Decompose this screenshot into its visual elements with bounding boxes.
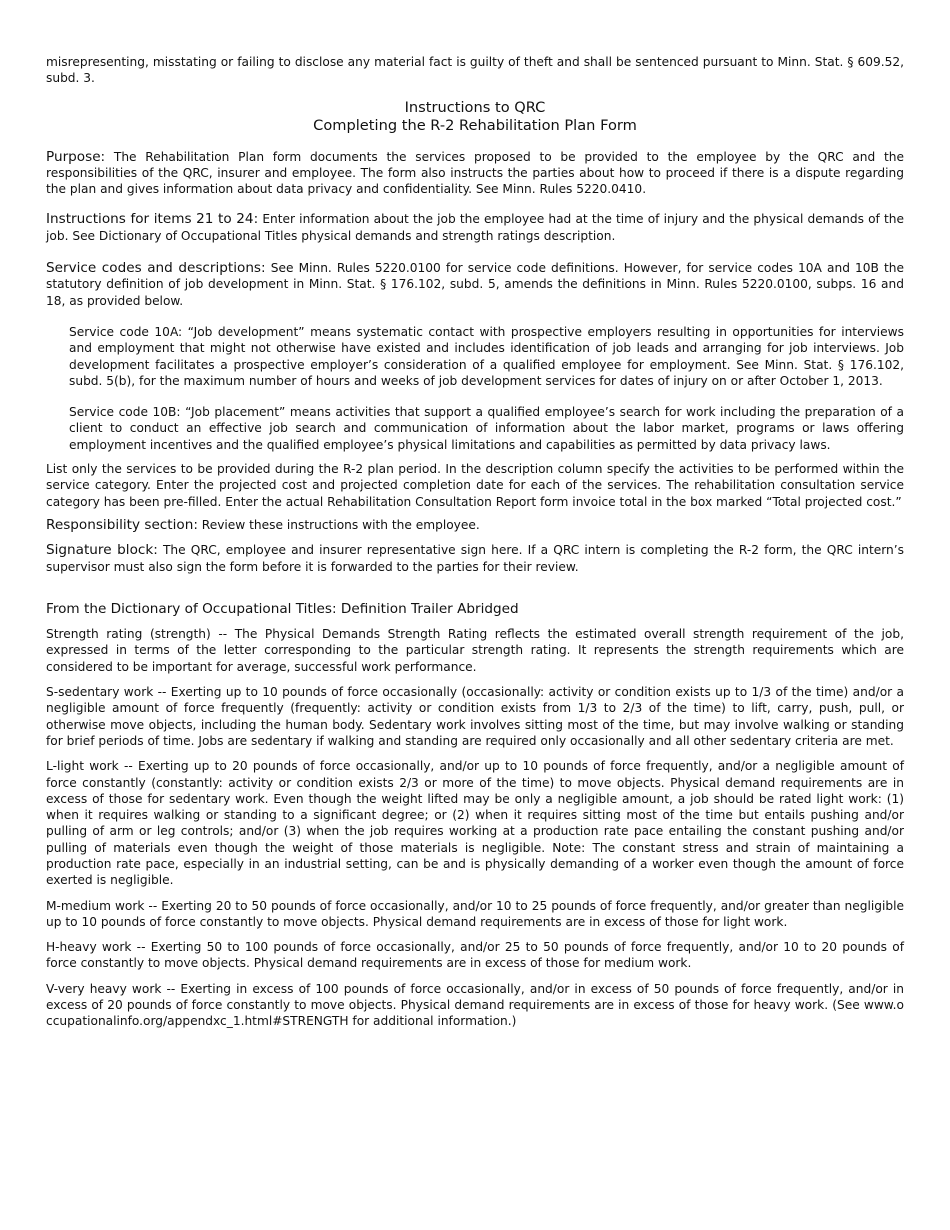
service-codes-text: See Minn. Rules 5220.0100 for service code definitions. However, for service codes 10A and 10B the statutory definition of job development in Minn. Stat. § 176.102, subd. 5, amends the definitions in Minn. Rules 5220.0100, subps. 16 and 18, as provided below. <box>46 261 905 308</box>
items-21-24-heading: Instructions for items 21 to 24: <box>46 211 259 228</box>
title-line-1: Instructions to QRC <box>404 98 546 116</box>
intro-tail-paragraph: misrepresenting, misstating or failing to disclose any material fact is guilty of theft and shall be sentenced pursuant to Minn. Stat. § 609.52, subd. 3. <box>46 55 904 86</box>
service-code-10a-paragraph <box>69 324 904 389</box>
heavy-paragraph: H-heavy work -- Exerting 50 to 100 pounds of force occasionally, and/or 25 to 50 pounds of force frequently, and/or 10 to 20 pounds of force constantly to move objects. Physical demand requirements are in excess of those for medium work. <box>46 940 904 971</box>
responsibility-paragraph <box>46 517 904 533</box>
purpose-text: The Rehabilitation Plan form documents the services proposed to be provided to the employee by the QRC and the responsibilities of the QRC, insurer and employee. The form also instructs the parties about how to proceed if there is a dispute regarding the plan and gives information about data privacy and confidentiality. See Minn. Rules 5220.0410. <box>46 149 905 197</box>
service-code-10b-text: “Job placement” means activities that support a qualified employee’s search for work including the preparation of a client to conduct an effective job search and communication of information about the labor market, programs or laws offering employment incentives and the qualified employee’s physical limitations and capabilities as permitted by data privacy laws. <box>69 405 904 452</box>
signature-text: The QRC, employee and insurer representative sign here. If a QRC intern is completing the R-2 form, the QRC intern’s supervisor must also sign the form before it is forwarded to the parties for their review. <box>46 543 904 574</box>
items-21-24-text: Enter information about the job the employee had at the time of injury and the physical demands of the job. See Dictionary of Occupational Titles physical demands and strength ratings description. <box>46 212 904 243</box>
dot-heading: From the Dictionary of Occupational Titles: Definition Trailer Abridged <box>46 600 519 617</box>
light-paragraph: L-light work -- Exerting up to 20 pounds of force occasionally, and/or up to 10 pounds of force frequently, and/or a negligible amount of force constantly (constantly: activity or condition exists 2/3 or more of the time) to move objects. Physical demand requirements are in excess of those for sedentary work. Even though the weight lifted may be only a negligible amount, a job should be rated light work: (1) when it requires walking or standing to a significant degree; or (2) when it requires sitting most of the time but entails pushing and/or pulling of arm or leg controls; and/or (3) when the job requires working at a production rate pace entailing the constant pushing and/or pulling of materials even though the weight of those materials is negligible. Note: The constant stress and strain of maintaining a production rate pace, especially in an industrial setting, can be and is physically demanding of a worker even though the amount of force exerted is negligible. <box>46 759 904 888</box>
sedentary-paragraph: S-sedentary work -- Exerting up to 10 pounds of force occasionally (occasionally: activity or condition exists up to 1/3 of the time) and/or a negligible amount of force frequently (frequently: activity or condition exists from 1/3 to 2/3 of the time) to lift, carry, push, pull, or otherwise move objects, including the human body. Sedentary work involves sitting most of the time, but may involve walking or standing for brief periods of time. Jobs are sedentary if walking and standing are required only occasionally and all other sedentary criteria are met. <box>46 685 904 748</box>
service-code-10a-label: Service code 10A: <box>69 324 183 339</box>
service-code-10a-text: “Job development” means systematic contact with prospective employers resulting in opportunities for interviews and employment that might not otherwise have existed and includes identification of job leads and arranging for job interviews. Job development facilitates a prospective employer’s consideration of a qualified employee for employment. See Minn. Stat. § 176.102, subd. 5(b), for the maximum number of hours and weeks of job development services for dates of injury on or after October 1, 2013. <box>69 324 905 388</box>
responsibility-heading: Responsibility section: <box>46 516 198 533</box>
responsibility-text: Review these instructions with the employee. <box>201 517 480 532</box>
service-code-10b-paragraph <box>69 404 904 453</box>
list-services-paragraph: List only the services to be provided during the R-2 plan period. In the description column specify the activities to be performed within the service category. Enter the projected cost and projected completion date for each of the services. The rehabilitation consultation service category has been pre-filled. Enter the actual Rehabilitation Consultation Report form invoice total in the box marked “Total projected cost.” <box>46 462 904 509</box>
title-line-2: Completing the R-2 Rehabilitation Plan Form <box>313 116 637 134</box>
very-heavy-tail: for additional information.) <box>348 1014 517 1029</box>
very-heavy-text: V-very heavy work -- Exerting in excess of 100 pounds of force occasionally, and/or in excess of 50 pounds of force frequently, and/or in excess of 20 pounds of force constantly to move objects. Physical demand requirements are in excess of those for heavy work. (See <box>46 981 904 1013</box>
signature-heading: Signature block: <box>46 542 158 559</box>
items-21-24-paragraph <box>46 211 904 244</box>
service-code-10b-label: Service code 10B: <box>69 405 181 420</box>
instructions-page <box>46 54 904 1030</box>
purpose-paragraph <box>46 149 904 198</box>
very-heavy-paragraph <box>46 981 904 1030</box>
signature-paragraph <box>46 542 904 575</box>
service-codes-paragraph <box>46 260 904 309</box>
occupationalinfo-link[interactable]: www.occupationalinfo.org/appendxc_1.html#STRENGTH <box>46 998 904 1029</box>
medium-paragraph: M-medium work -- Exerting 20 to 50 pounds of force occasionally, and/or 10 to 25 pounds of force frequently, and/or greater than negligible up to 10 pounds of force constantly to move objects. Physical demand requirements are in excess of those for light work. <box>46 898 904 929</box>
service-codes-heading: Service codes and descriptions: <box>46 260 266 277</box>
purpose-heading: Purpose: <box>46 148 106 165</box>
document-title <box>46 99 904 135</box>
strength-rating-paragraph: Strength rating (strength) -- The Physical Demands Strength Rating reflects the estimated overall strength requirement of the job, expressed in terms of the letter corresponding to the particular strength rating. It represents the strength requirements which are considered to be important for average, successful work performance. <box>46 627 904 674</box>
